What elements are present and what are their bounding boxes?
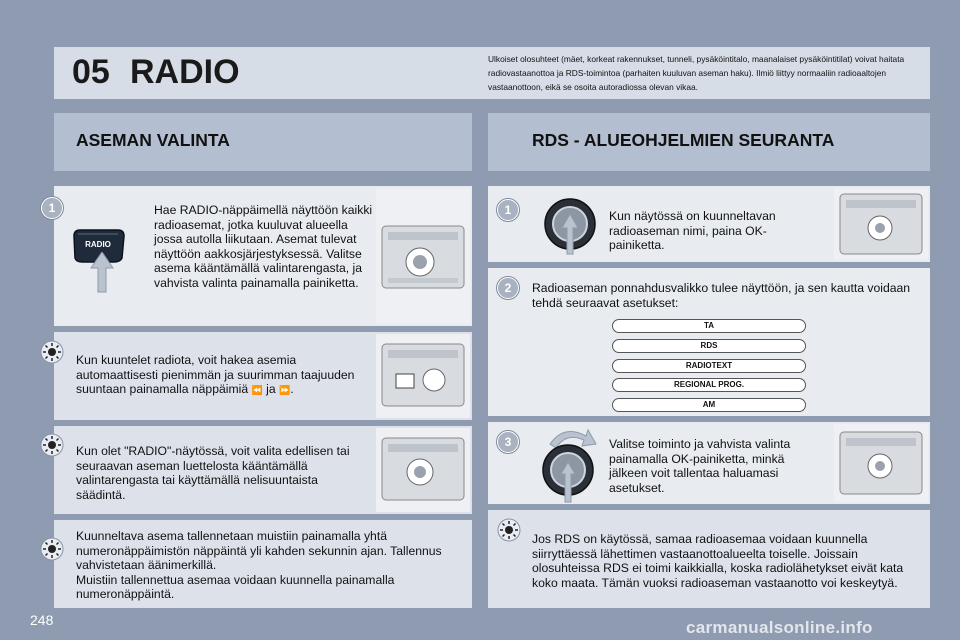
seek-prev-icon: ⏪	[251, 385, 263, 395]
seek-next-icon: ⏩	[278, 385, 291, 395]
right-step3-text: Valitse toiminto ja vahvista valinta painamalla OK-painiketta, minkä jälkeen voit tallentaa haluamasi asetukset.	[609, 437, 791, 495]
menu-item-radiotext[interactable]: RADIOTEXT	[612, 359, 806, 373]
right-step2-text: Radioaseman ponnahdusvalikko tulee näyttöön, ja sen kautta voidaan tehdä seuraavat asetukset:	[532, 281, 911, 310]
ok-dial-icon	[543, 196, 597, 263]
radio-panel-thumbnail	[376, 188, 470, 324]
radio-button-label: RADIO	[85, 240, 111, 249]
left-section-title: ASEMAN VALINTA	[76, 130, 230, 150]
tip3-line1: Kuunneltava asema tallennetaan muistiin painamalla yhtä numeronäppäimistön näppäintä yli kahden sekunnin ajan. Tallennus vahvistetaan äänimerkillä.	[76, 529, 442, 572]
reception-warning: Ulkoiset olosuhteet (mäet, korkeat rakennukset, tunneli, pysäköintitalo, maanalaiset pysäköintitilat) voivat haitata radiovastaanottoa ja RDS-toimintoa (parhaiten kuuluvan aseman haku). Ilmiö liittyy normaaliin radioaaltojen vastaanottoon, eikä se osoita autoradiossa olevan vikaa.	[488, 54, 905, 92]
radio-panel-thumbnail	[834, 424, 928, 502]
step-number-badge: 2	[497, 277, 519, 299]
light-bulb-tip-icon	[40, 433, 64, 457]
menu-item-regional-prog[interactable]: REGIONAL PROG.	[612, 378, 806, 392]
radio-panel-thumbnail	[376, 428, 470, 512]
tip1-text-mid: ja	[262, 382, 279, 396]
light-bulb-tip-icon	[40, 537, 64, 561]
right-section-title: RDS - ALUEOHJELMIEN SEURANTA	[532, 130, 835, 150]
chapter-number: 05	[72, 53, 110, 91]
menu-item-ta[interactable]: TA	[612, 319, 806, 333]
right-tip-text: Jos RDS on käytössä, samaa radioasemaa voidaan kuunnella siirryttäessä lähettimen vastaanottoalueelta toiselle. Joissain olosuhteissa RDS ei toimi kaikkialla, koska radiolähetykset eivät kata koko maata. Tämän vuoksi radioaseman vastaanotto voi keskeytyä.	[532, 532, 904, 590]
left-step1-text: Hae RADIO-näppäimellä näyttöön kaikki radioasemat, jotka kuuluvat alueella jossa autolla liikutaan. Asemat tulevat näyttöön aakkosjärjestyksessä. Valitse asema kääntämällä valintarengasta, ja vahvista valinta painamalla painiketta.	[154, 203, 373, 290]
left-tip2-text: Kun olet "RADIO"-näytössä, voit valita edellisen tai seuraavan aseman luettelosta kääntämällä valintarengasta tai käyttämällä nelisuuntaista säädintä.	[76, 444, 350, 502]
chapter-title: RADIO	[130, 53, 240, 91]
menu-item-rds[interactable]: RDS	[612, 339, 806, 353]
radio-panel-thumbnail	[376, 334, 470, 418]
light-bulb-tip-icon	[40, 340, 64, 364]
tip3-line2: Muistiin tallennettua asemaa voidaan kuunnella painamalla numeronäppäintä.	[76, 572, 395, 601]
page-number: 248	[30, 612, 54, 628]
rotate-ok-dial-icon	[540, 424, 600, 509]
left-tip1-text	[76, 353, 372, 398]
left-tip3-text	[76, 529, 466, 602]
tip1-text-after: .	[290, 382, 294, 396]
step-number-badge: 1	[41, 197, 63, 219]
press-arrow-icon	[90, 252, 114, 299]
right-step1-text: Kun näytössä on kuunneltavan radioaseman nimi, paina OK-painiketta.	[609, 209, 776, 252]
menu-item-am[interactable]: AM	[612, 398, 806, 412]
light-bulb-tip-icon	[497, 518, 521, 542]
step-number-badge: 3	[497, 431, 519, 453]
tip1-text-before: Kun kuuntelet radiota, voit hakea asemia automaattisesti pienimmän ja suurimman taajuuden suuntaan painamalla näppäimiä	[76, 353, 355, 396]
radio-panel-thumbnail	[834, 188, 928, 260]
watermark: carmanualsonline.info	[686, 618, 873, 637]
step-number-badge: 1	[497, 199, 519, 221]
